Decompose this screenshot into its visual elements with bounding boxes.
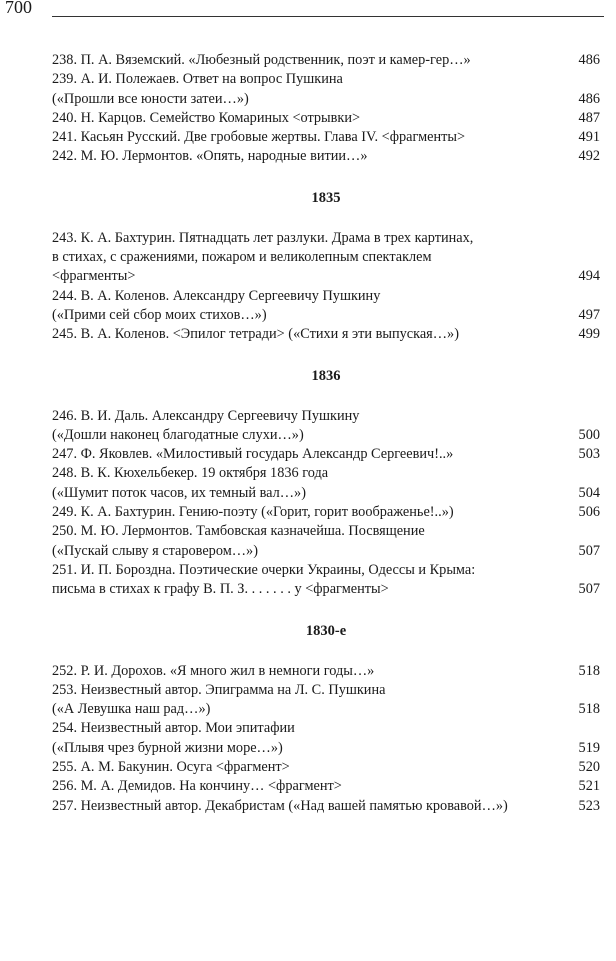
toc-entry [52, 287, 600, 326]
section-year-heading: 1836 [311, 367, 341, 384]
toc-entry [52, 464, 600, 503]
toc-section [52, 367, 600, 600]
header-rule [52, 16, 604, 17]
toc-entry [52, 777, 600, 796]
toc-entry-title-line: («Прошли все юности затеи…») [52, 90, 249, 107]
toc-entry [52, 445, 600, 464]
toc-entry [52, 128, 600, 147]
toc-entry [52, 561, 600, 600]
toc-entry-title-line: 241. Касьян Русский. Две гробовые жертвы. Глава IV. <фрагменты> [52, 129, 466, 146]
toc-entry-title-line: 252. Р. И. Дорохов. «Я много жил в немноги годы…» [52, 662, 375, 679]
toc-entry [52, 325, 600, 344]
section-year-heading: 1830-е [305, 622, 347, 639]
toc-entry-title-line: («Пускай слыву я старовером…») [52, 542, 258, 559]
toc-entry [52, 407, 600, 446]
toc-entry [52, 522, 600, 561]
toc-entry-title-line: 248. В. К. Кюхельбекер. 19 октября 1836 года [52, 465, 329, 482]
toc-entry-page-number: 504 [578, 484, 600, 501]
toc-entry-page-number: 518 [578, 662, 600, 679]
toc-entry-page-number: 486 [578, 90, 600, 107]
toc-entry-page-number: 520 [578, 759, 600, 776]
toc-entry-title-line: 238. П. А. Вяземский. «Любезный родственник, поэт и камер-гер…» [52, 52, 471, 68]
toc-entry [52, 51, 600, 70]
toc-entry [52, 229, 600, 287]
toc-entry-title-line: 247. Ф. Яковлев. «Милостивый государь Александр Сергеевич!..» [52, 446, 454, 463]
page-number: 700 [5, 0, 32, 17]
toc-entry-page-number: 500 [578, 426, 600, 443]
toc-entry-title-line: 245. В. А. Коленов. <Эпилог тетради> («Стихи я эти выпуская…») [52, 326, 459, 343]
toc-entry-title-line: 249. К. А. Бахтурин. Гению-поэту («Горит, горит воображенье!..») [52, 504, 454, 521]
toc-entry-title-line: («Дошли наконец благодатные слухи…») [52, 426, 304, 443]
toc-entry-title-line: 246. В. И. Даль. Александру Сергеевичу Пушкину [52, 407, 360, 424]
toc-entry [52, 109, 600, 128]
toc-section [52, 189, 600, 345]
toc-entry-title-line: 244. В. А. Коленов. Александру Сергеевичу Пушкину [52, 287, 381, 304]
toc-entry-title-line: 239. А. И. Полежаев. Ответ на вопрос Пушкина [52, 71, 343, 88]
toc-entry [52, 70, 600, 109]
toc-entry-page-number: 503 [578, 446, 600, 463]
table-of-contents [52, 51, 600, 816]
toc-entry-title-line: 256. М. А. Демидов. На кончину… <фрагмент> [52, 778, 342, 795]
toc-entry-page-number: 494 [578, 268, 600, 285]
toc-entry-page-number: 523 [578, 797, 600, 814]
toc-entry [52, 662, 600, 681]
toc-entry-page-number: 521 [578, 778, 600, 795]
toc-entry [52, 758, 600, 777]
toc-entry [52, 797, 600, 816]
toc-entry [52, 147, 600, 166]
toc-entry-page-number: 492 [578, 148, 600, 165]
toc-entry-title-line: 240. Н. Карцов. Семейство Комариных <отрывки> [52, 109, 361, 126]
toc-entry-page-number: 487 [578, 109, 600, 126]
toc-entry-page-number: 507 [578, 542, 600, 559]
toc-entry-title-line: 257. Неизвестный автор. Декабристам («Над вашей памятью кровавой…») [52, 797, 508, 814]
toc-entry-title-line: в стихах, с сражениями, пожаром и великолепным спектаклем [52, 249, 432, 266]
toc-entry [52, 503, 600, 522]
toc-entry-page-number: 506 [578, 504, 600, 521]
toc-entry-title-line: 242. М. Ю. Лермонтов. «Опять, народные витии…» [52, 148, 368, 165]
toc-entry-title-line: («Плывя чрез бурной жизни море…») [52, 739, 283, 756]
toc-entry-page-number: 491 [578, 129, 600, 146]
toc-entry-page-number: 507 [578, 581, 600, 598]
toc-entry-title-line: 250. М. Ю. Лермонтов. Тамбовская казначейша. Посвящение [52, 523, 425, 540]
toc-entry-title-line: («Шумит поток часов, их темный вал…») [52, 484, 306, 501]
toc-section [52, 51, 600, 167]
toc-section [52, 622, 600, 816]
toc-entry-title-line: 255. А. М. Бакунин. Осуга <фрагмент> [52, 759, 290, 776]
toc-entry [52, 719, 600, 758]
toc-entry-page-number: 486 [578, 52, 600, 68]
toc-entry-title-line: 243. К. А. Бахтурин. Пятнадцать лет разлуки. Драма в трех картинах, [52, 229, 474, 246]
toc-entry-title-line: письма в стихах к графу В. П. З. . . . . . . у <фрагменты> [52, 581, 389, 598]
toc-entry-title-line: 254. Неизвестный автор. Мои эпитафии [52, 720, 295, 737]
toc-entry [52, 681, 600, 720]
toc-entry-page-number: 519 [578, 739, 600, 756]
toc-entry-page-number: 499 [578, 326, 600, 343]
toc-entry-title-line: («А Левушка наш рад…») [52, 701, 211, 718]
toc-entry-title-line: 251. И. П. Бороздна. Поэтические очерки Украины, Одессы и Крыма: [52, 561, 476, 578]
toc-entry-title-line: («Прими сей сбор моих стихов…») [52, 306, 267, 323]
toc-entry-page-number: 497 [578, 306, 600, 323]
toc-entry-title-line: 253. Неизвестный автор. Эпиграмма на Л. С. Пушкина [52, 681, 386, 698]
toc-entry-page-number: 518 [578, 701, 600, 718]
section-year-heading: 1835 [311, 189, 341, 206]
toc-entry-title-line: <фрагменты> [52, 268, 136, 285]
